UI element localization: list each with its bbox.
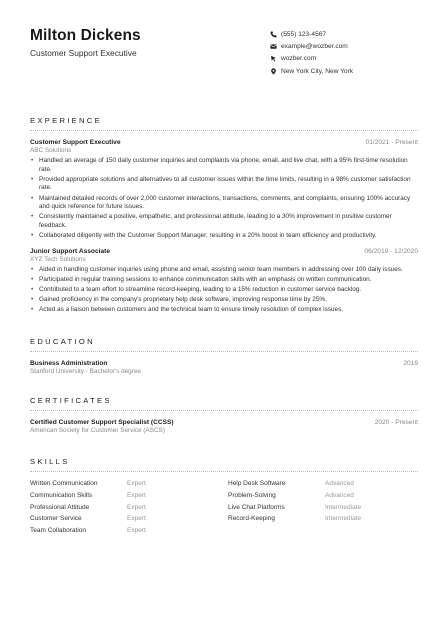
location-icon [270, 68, 281, 75]
skill-level: Advanced [325, 480, 354, 488]
bullet-item: • Gained proficiency in the company's proprietary help desk software, improving response time by 25%. [30, 296, 418, 305]
contact-phone-text: (555) 123-4567 [281, 30, 327, 38]
skill-level: Expert [127, 527, 146, 535]
skill-level: Advanced [325, 491, 354, 499]
skill-name: Live Chat Platforms [228, 503, 285, 511]
certificates-title: CERTIFICATES [30, 396, 112, 406]
skill-level: Intermediate [325, 503, 362, 511]
contact-email[interactable] [270, 40, 353, 52]
school-name: Stanford University - Bachelor's degree [30, 368, 141, 376]
skill-name: Record-Keeping [228, 515, 275, 523]
contact-list [270, 28, 353, 77]
certificate-name: Certified Customer Support Specialist (CCSS) [30, 419, 174, 427]
email-icon [270, 43, 281, 50]
skills-title: SKILLS [30, 457, 70, 467]
skills-section [30, 457, 418, 534]
bullet-item: • Participated in regular training sessions to enhance communication skills with an emphasis on written communication. [30, 276, 418, 285]
contact-website-text: wozber.com [281, 55, 317, 63]
skill-level: Expert [127, 491, 146, 499]
section-divider [30, 130, 418, 131]
link-icon [270, 55, 281, 62]
job-entry [30, 139, 418, 241]
skill-empty [228, 527, 325, 534]
job-bullets [30, 266, 418, 315]
education-title: EDUCATION [30, 337, 95, 347]
job-company: XYZ Tech Solutions [30, 255, 86, 263]
job-date: 06/2019 - 12/2020 [364, 247, 418, 255]
education-year: 2019 [403, 360, 418, 368]
skill-name: Team Collaboration [30, 527, 87, 535]
bullet-item: • Consistently maintained a positive, empathetic, and professional attitude, leading to a 30% improvement in positive customer feedback. [30, 213, 418, 230]
skill-name: Customer Service [30, 515, 82, 523]
certificate-issuer: American Society for Customer Service (ASCS) [30, 427, 165, 435]
certificate-date: 2020 - Present [374, 419, 418, 427]
skill-name: Communication Skills [30, 491, 93, 499]
skill-name: Written Communication [30, 480, 98, 488]
job-title: Junior Support Associate [30, 247, 110, 255]
skill-level: Expert [127, 503, 146, 511]
skill-empty [325, 527, 415, 534]
phone-icon [270, 31, 281, 38]
section-divider [30, 410, 418, 411]
section-divider [30, 351, 418, 352]
bullet-item: • Maintained detailed records of over 2,000 customer interactions, transactions, comments, and complaints, ensuring 100% accuracy and quick reference for future issues. [30, 195, 418, 212]
skill-name: Professional Attitude [30, 503, 90, 511]
experience-section [30, 116, 418, 315]
job-entry [30, 248, 418, 315]
skill-level: Intermediate [325, 515, 362, 523]
candidate-name: Milton Dickens [30, 27, 141, 44]
candidate-role: Customer Support Executive [30, 48, 137, 58]
job-company: ABC Solutions [30, 147, 72, 154]
job-title: Customer Support Executive [30, 139, 121, 146]
experience-title: EXPERIENCE [30, 116, 102, 125]
bullet-item: • Provided appropriate solutions and alternatives to all customer issues within the time limits, resulting in a 98% customer satisfaction rate. [30, 176, 418, 193]
contact-location-text: New York City, New York [281, 67, 354, 75]
section-divider [30, 471, 418, 472]
job-date: 01/2021 - Present [365, 139, 418, 146]
resume-header [30, 0, 418, 100]
contact-email-text: example@wozber.com [281, 42, 348, 50]
skill-name: Problem-Solving [228, 491, 276, 499]
degree-name: Business Administration [30, 360, 108, 368]
bullet-item: • Contributed to a team effort to streamline record-keeping, leading to a 15% reduction in customer service backlog. [30, 286, 418, 295]
bullet-item: • Collaborated diligently with the Customer Support Manager, resulting in a 20% boost in team efficiency and productivity. [30, 232, 418, 241]
bullet-item: • Handled an average of 150 daily customer inquiries and complaints via phone, email, and live chat, with a 95% first-time resolution rate. [30, 157, 418, 174]
contact-website[interactable] [270, 53, 353, 65]
skill-level: Expert [127, 480, 146, 488]
contact-location [270, 65, 353, 77]
skill-level: Expert [127, 515, 146, 523]
skills-grid [30, 480, 418, 534]
certificates-section [30, 396, 418, 434]
bullet-item: • Aided in handling customer inquiries using phone and email, assisting senior team members in addressing over 100 daily issues. [30, 266, 418, 275]
skill-name: Help Desk Software [228, 480, 286, 488]
bullet-item: • Acted as a liaison between customers and the technical team to ensure timely resolution of complex issues. [30, 306, 418, 315]
education-section [30, 337, 418, 375]
job-bullets [30, 157, 418, 241]
contact-phone [270, 28, 353, 40]
